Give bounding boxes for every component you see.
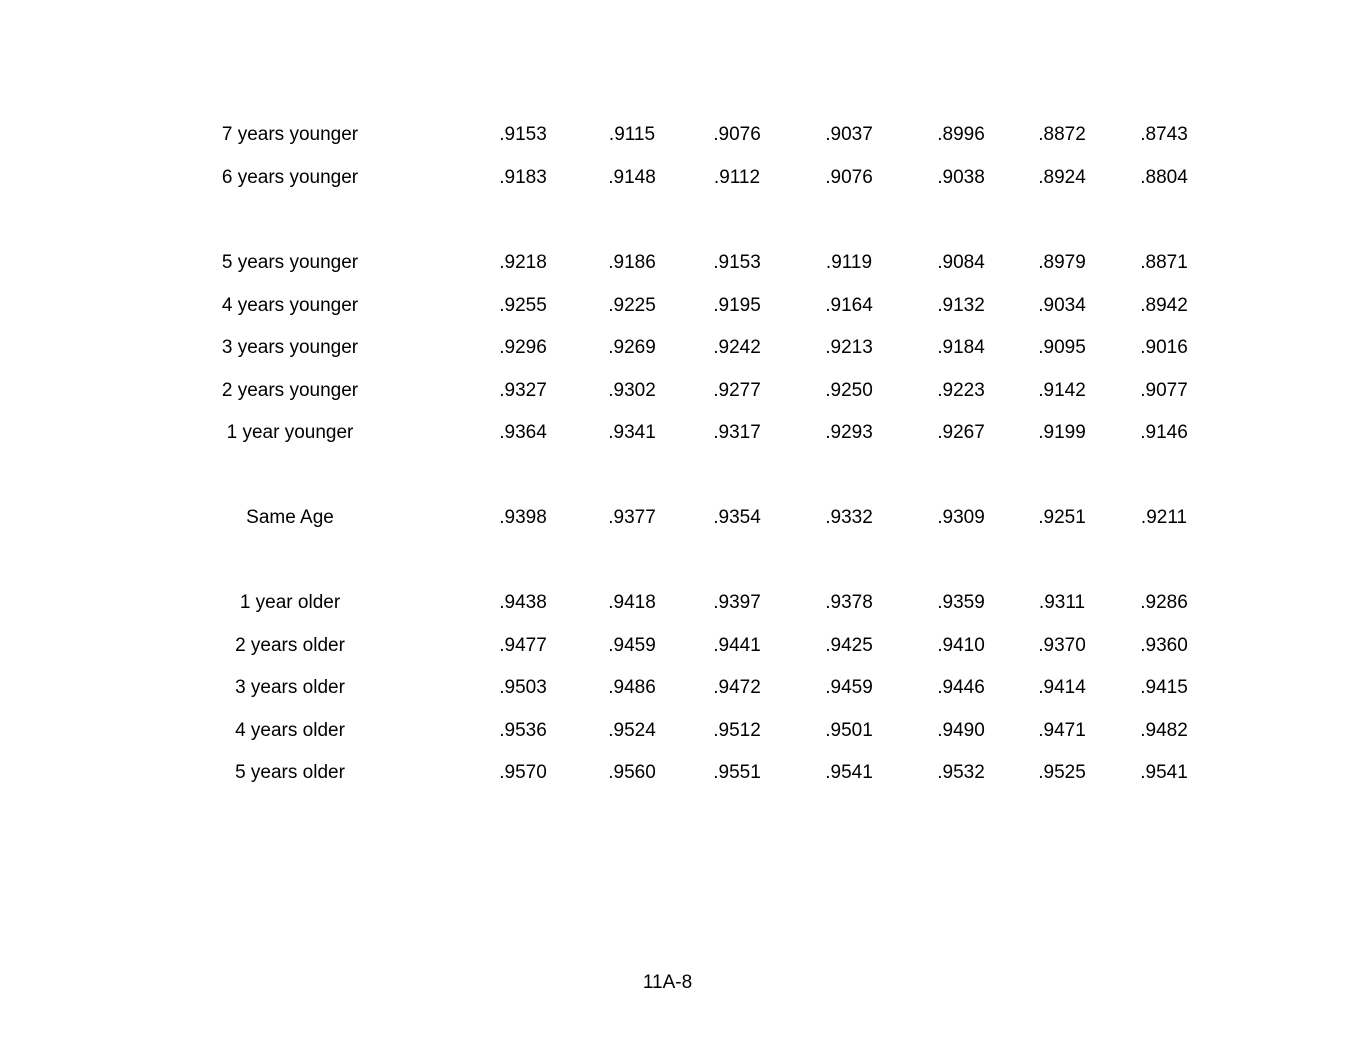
row-label: 7 years younger xyxy=(221,124,359,145)
table-cell: .9410 xyxy=(937,635,985,656)
table-row xyxy=(0,505,1365,531)
table-cell: .9560 xyxy=(608,762,656,783)
row-label: 4 years younger xyxy=(221,295,359,316)
table-cell: .9472 xyxy=(713,677,761,698)
table-cell: .9309 xyxy=(937,507,985,528)
table-cell: .9095 xyxy=(1038,337,1086,358)
table-cell: .9112 xyxy=(713,167,761,188)
table-cell: .9398 xyxy=(499,507,547,528)
table-cell: .9132 xyxy=(937,295,985,316)
table-cell: .9364 xyxy=(499,422,547,443)
table-cell: .8979 xyxy=(1038,252,1086,273)
table-row xyxy=(0,122,1365,148)
table-cell: .9211 xyxy=(1140,507,1188,528)
table-cell: .9317 xyxy=(713,422,761,443)
table-cell: .9415 xyxy=(1140,677,1188,698)
table-cell: .9354 xyxy=(713,507,761,528)
table-cell: .9119 xyxy=(825,252,873,273)
table-cell: .8743 xyxy=(1140,124,1188,145)
table-cell: .9501 xyxy=(825,720,873,741)
table-cell: .9490 xyxy=(937,720,985,741)
row-label: 3 years older xyxy=(235,677,345,698)
table-cell: .9525 xyxy=(1038,762,1086,783)
table-cell: .9255 xyxy=(499,295,547,316)
table-cell: .9142 xyxy=(1038,380,1086,401)
table-cell: .9084 xyxy=(937,252,985,273)
table-cell: .9183 xyxy=(499,167,547,188)
row-label: 4 years older xyxy=(235,720,345,741)
table-cell: .9551 xyxy=(713,762,761,783)
table-cell: .9570 xyxy=(499,762,547,783)
table-cell: .9016 xyxy=(1140,337,1188,358)
table-cell: .9277 xyxy=(713,380,761,401)
table-cell: .9218 xyxy=(499,252,547,273)
table-cell: .9425 xyxy=(825,635,873,656)
table-cell: .9153 xyxy=(499,124,547,145)
table-cell: .8871 xyxy=(1140,252,1188,273)
table-row xyxy=(0,590,1365,616)
table-cell: .9359 xyxy=(937,592,985,613)
table-row xyxy=(0,378,1365,404)
table-cell: .9242 xyxy=(713,337,761,358)
table-cell: .9186 xyxy=(608,252,656,273)
table-cell: .9225 xyxy=(608,295,656,316)
table-cell: .9541 xyxy=(825,762,873,783)
table-cell: .9341 xyxy=(608,422,656,443)
table-cell: .9397 xyxy=(713,592,761,613)
row-label: 2 years older xyxy=(235,635,345,656)
table-cell: .9077 xyxy=(1140,380,1188,401)
table-cell: .9482 xyxy=(1140,720,1188,741)
table-cell: .9195 xyxy=(713,295,761,316)
row-label: 1 year older xyxy=(239,592,341,613)
table-cell: .8872 xyxy=(1038,124,1086,145)
table-cell: .9414 xyxy=(1038,677,1086,698)
table-cell: .9153 xyxy=(713,252,761,273)
table-cell: .9360 xyxy=(1140,635,1188,656)
row-label: Same Age xyxy=(246,507,334,528)
table-cell: .9148 xyxy=(608,167,656,188)
table-cell: .9146 xyxy=(1140,422,1188,443)
page-number: 11A-8 xyxy=(642,972,693,993)
table-row xyxy=(0,760,1365,786)
table-row xyxy=(0,250,1365,276)
table-cell: .9034 xyxy=(1038,295,1086,316)
table-cell: .9471 xyxy=(1038,720,1086,741)
table-row xyxy=(0,718,1365,744)
table-cell: .9378 xyxy=(825,592,873,613)
table-cell: .9293 xyxy=(825,422,873,443)
table-cell: .9446 xyxy=(937,677,985,698)
table-cell: .9441 xyxy=(713,635,761,656)
table-cell: .9296 xyxy=(499,337,547,358)
table-cell: .8924 xyxy=(1038,167,1086,188)
table-cell: .9503 xyxy=(499,677,547,698)
table-cell: .9184 xyxy=(937,337,985,358)
table-cell: .9164 xyxy=(825,295,873,316)
table-cell: .9532 xyxy=(937,762,985,783)
table-cell: .9038 xyxy=(937,167,985,188)
table-cell: .9311 xyxy=(1038,592,1086,613)
table-cell: .8996 xyxy=(937,124,985,145)
table-cell: .9251 xyxy=(1038,507,1086,528)
table-cell: .9418 xyxy=(608,592,656,613)
table-cell: .9115 xyxy=(608,124,656,145)
table-cell: .9302 xyxy=(608,380,656,401)
table-row xyxy=(0,335,1365,361)
row-label: 2 years younger xyxy=(221,380,359,401)
table-cell: .9213 xyxy=(825,337,873,358)
table-cell: .8942 xyxy=(1140,295,1188,316)
table-cell: .9524 xyxy=(608,720,656,741)
table-row xyxy=(0,633,1365,659)
table-cell: .9486 xyxy=(608,677,656,698)
table-cell: .9076 xyxy=(713,124,761,145)
table-cell: .9076 xyxy=(825,167,873,188)
table-cell: .9267 xyxy=(937,422,985,443)
table-cell: .9541 xyxy=(1140,762,1188,783)
table-cell: .9037 xyxy=(825,124,873,145)
table-cell: .9286 xyxy=(1140,592,1188,613)
table-row xyxy=(0,420,1365,446)
row-label: 3 years younger xyxy=(221,337,359,358)
row-label: 1 year younger xyxy=(226,422,354,443)
table-cell: .9536 xyxy=(499,720,547,741)
table-cell: .9438 xyxy=(499,592,547,613)
table-cell: .9512 xyxy=(713,720,761,741)
table-cell: .9250 xyxy=(825,380,873,401)
table-cell: .9199 xyxy=(1038,422,1086,443)
table-cell: .9269 xyxy=(608,337,656,358)
table-cell: .9327 xyxy=(499,380,547,401)
table-cell: .9377 xyxy=(608,507,656,528)
table-cell: .9370 xyxy=(1038,635,1086,656)
table-cell: .9459 xyxy=(608,635,656,656)
table-cell: .9332 xyxy=(825,507,873,528)
table-row xyxy=(0,675,1365,701)
table-cell: .8804 xyxy=(1140,167,1188,188)
row-label: 5 years younger xyxy=(221,252,359,273)
row-label: 6 years younger xyxy=(221,167,359,188)
table-row xyxy=(0,293,1365,319)
table-row xyxy=(0,165,1365,191)
row-label: 5 years older xyxy=(235,762,345,783)
table-cell: .9459 xyxy=(825,677,873,698)
table-cell: .9477 xyxy=(499,635,547,656)
table-cell: .9223 xyxy=(937,380,985,401)
